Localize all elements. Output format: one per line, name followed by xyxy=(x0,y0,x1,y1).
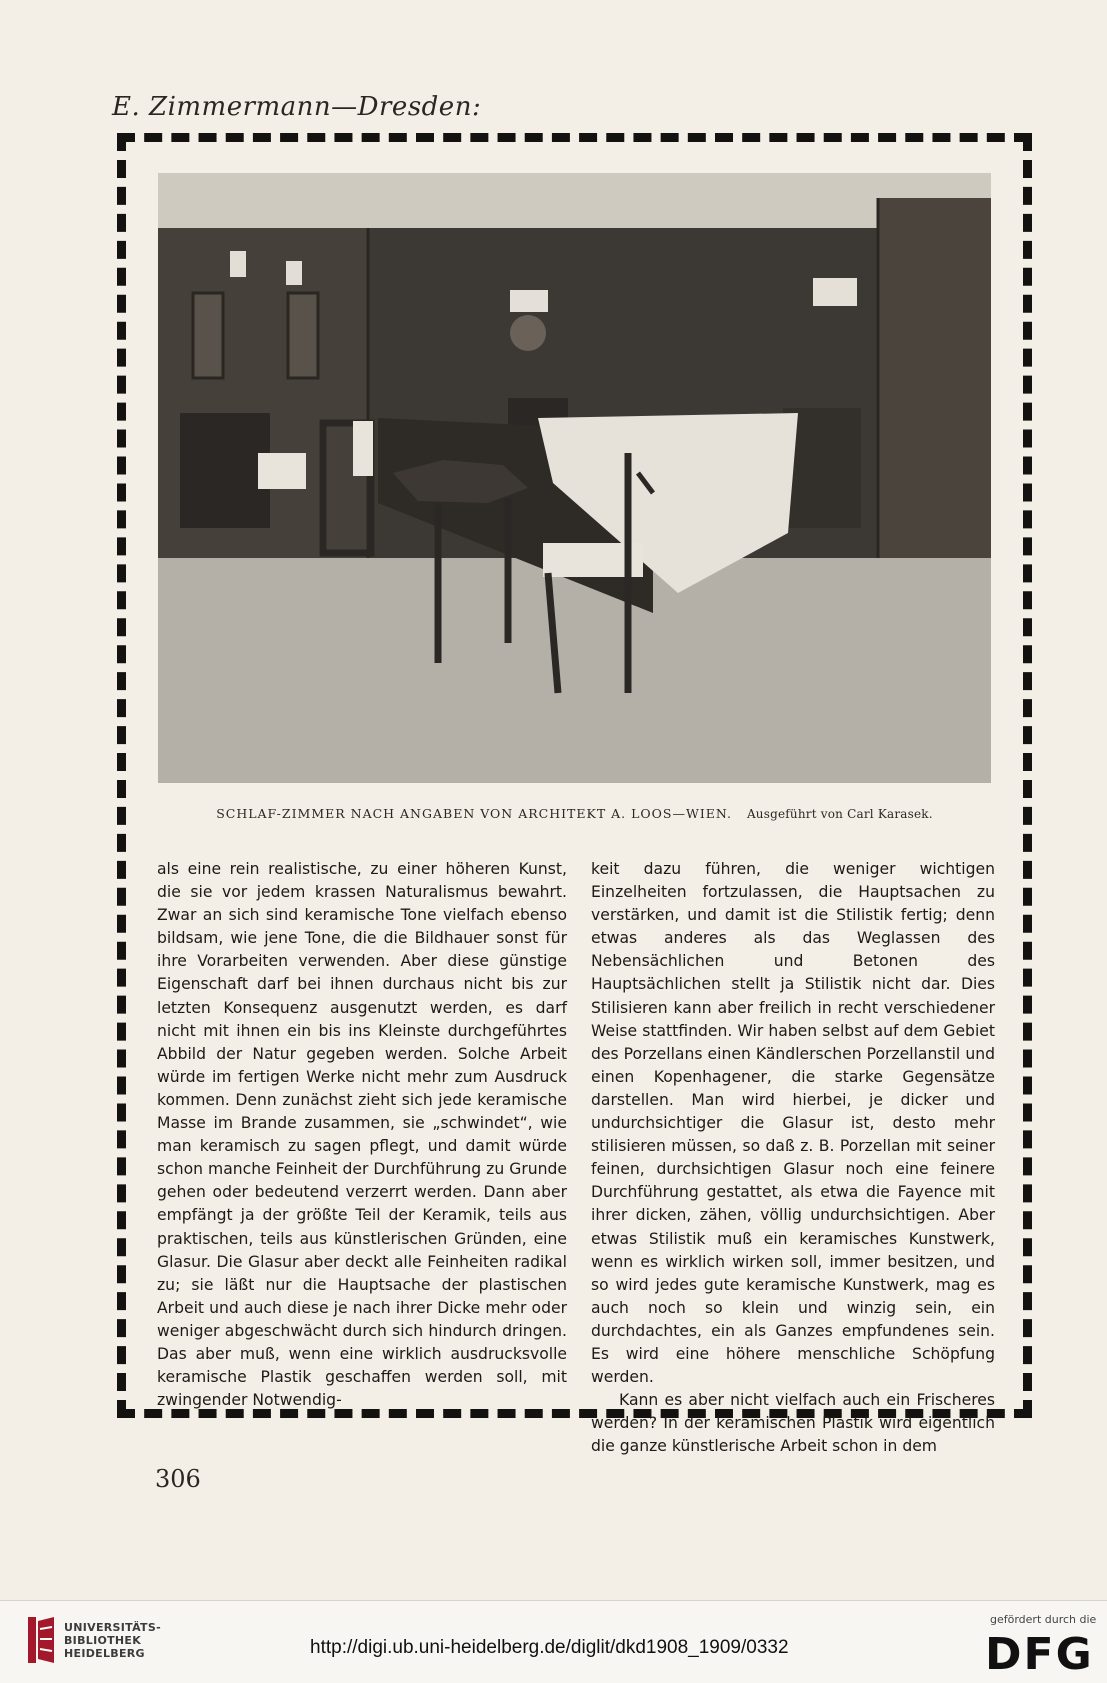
caption-executed-by: Ausgeführt von Carl Karasek. xyxy=(746,807,933,821)
library-name-line: HEIDELBERG xyxy=(64,1647,145,1660)
page-number: 306 xyxy=(155,1465,201,1493)
university-library-logo-icon xyxy=(26,1615,56,1665)
photo-caption xyxy=(158,806,991,821)
source-url-link[interactable]: http://digi.ub.uni-heidelberg.de/diglit/dkd1908_1909/0332 xyxy=(310,1637,789,1658)
university-library-name xyxy=(64,1621,161,1660)
bedroom-photo-illustration xyxy=(158,173,991,783)
text-column-left xyxy=(157,858,567,1412)
running-head: E. Zimmermann—Dresden: xyxy=(112,92,482,122)
paragraph: keit dazu führen, die weniger wichtigen Einzelheiten fortzulassen, die Hauptsachen zu verstärken, und damit ist die Stilistik fertig; denn etwas anderes als das Weglassen des Nebensächlichen und Betonen des Hauptsächlichen stellt ja Stilistik nicht dar. Dies Stilisieren kann aber freilich in recht verschiedener Weise stattfinden. Wir haben selbst auf dem Gebiet des Porzellans einen Kändlerschen Porzellanstil und einen Kopenhagener, die starke Gegensätze darstellen. Man wird hierbei, je dicker und undurchsichtiger die Glasur ist, desto mehr stilisieren müssen, so daß z. B. Porzellan mit seiner feinen, durchsichtigen Glasur noch eine feinere Durchführung gestattet, als etwa die Fayence mit ihrer dicken, zähen, völlig undurchsichtigen. Aber etwas Stilistik muß ein keramisches Kunstwerk, wenn es wirklich wirken soll, immer besitzen, und so wird jedes gute keramische Kunstwerk, mag es auch noch so klein und winzig sein, ein durchdachtes, ein als Ganzes empfundenes sein. Es wird eine höhere menschliche Schöpfung werden. xyxy=(591,860,995,1387)
dfg-logo: DFG xyxy=(985,1629,1094,1680)
library-name-line: UNIVERSITÄTS- xyxy=(64,1621,161,1634)
text-column-right xyxy=(591,858,995,1458)
footer-bar xyxy=(0,1600,1107,1683)
funded-by-label: gefördert durch die xyxy=(990,1613,1097,1626)
paragraph: Kann es aber nicht vielfach auch ein Frischeres werden? In der keramischen Plastik wird eigentlich die ganze künstlerische Arbeit schon in dem xyxy=(591,1391,995,1456)
caption-main: SCHLAF-ZIMMER NACH ANGABEN VON ARCHITEKT A. LOOS—WIEN. xyxy=(216,806,733,821)
paragraph: als eine rein realistische, zu einer höheren Kunst, die sie vor jedem krassen Naturalismus bewahrt. Zwar an sich sind keramische Tone vielfach ebenso bildsam, wie jene Tone, die die Bildhauer sonst für ihre Vorarbeiten verwenden. Aber diese günstige Eigenschaft darf bei ihnen durchaus nicht bis zur letzten Konsequenz ausgenutzt werden, es darf nicht mit ihnen ein bis ins Kleinste durchgeführtes Abbild der Natur gegeben werden. Solche Arbeit würde im fertigen Werke nicht mehr zum Ausdruck kommen. Denn zunächst zieht sich jede keramische Masse im Brande zusammen, sie „schwindet“, wie man keramisch zu sagen pflegt, und damit würde schon manche Feinheit der Durchführung zu Grunde gehen oder bedeutend verzerrt werden. Dann aber empfängt ja der größte Teil der Keramik, teils aus praktischen, teils aus künstlerischen Gründen, eine Glasur. Die Glasur aber deckt alle Feinheiten radikal zu; sie läßt nur die Hauptsache der plastischen Arbeit und auch diese je nach ihrer Dicke mehr oder weniger abgeschwächt durch sich hindurch dringen. Das aber muß, wenn eine wirklich ausdrucksvolle keramische Plastik geschaffen werden soll, mit zwingender Notwendig- xyxy=(157,860,567,1410)
bedroom-photograph xyxy=(158,173,991,783)
library-name-line: BIBLIOTHEK xyxy=(64,1634,142,1647)
